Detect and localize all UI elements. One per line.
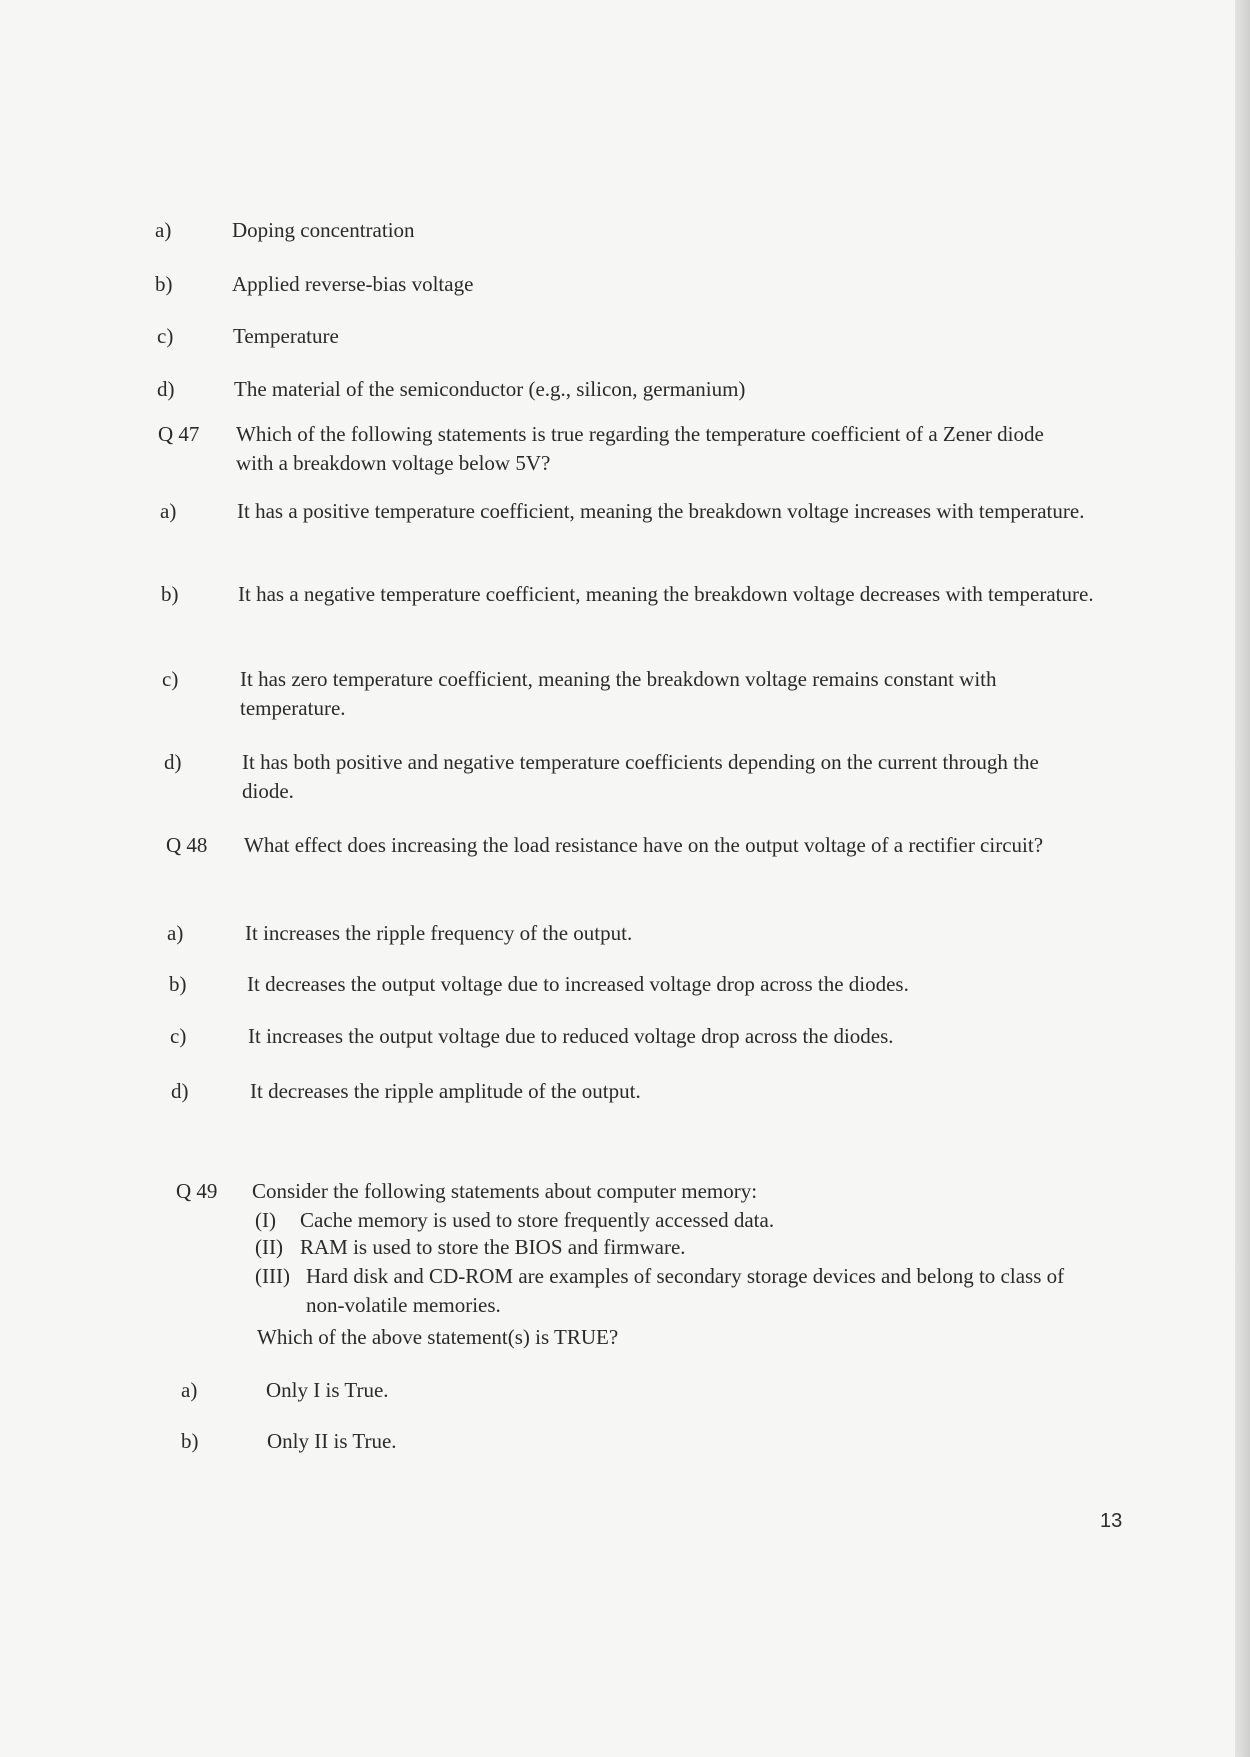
option-text: Doping concentration xyxy=(232,218,415,242)
option-label: d) xyxy=(164,750,182,774)
option-label: a) xyxy=(155,218,172,242)
option-text: Only II is True. xyxy=(267,1429,397,1453)
statement-text: Cache memory is used to store frequently accessed data. xyxy=(300,1208,775,1232)
option-text: It has a positive temperature coefficient, meaning the breakdown voltage increases with temperature. xyxy=(237,499,1085,523)
question-text: What effect does increasing the load resistance have on the output voltage of a rectifier circuit? xyxy=(244,833,1044,857)
statement-row xyxy=(255,1206,1075,1235)
option-label: b) xyxy=(181,1429,199,1453)
option-text: It decreases the ripple amplitude of the output. xyxy=(250,1079,641,1103)
question-text: Which of the following statements is true regarding the temperature coefficient of a Zener diode with a breakdown voltage below 5V? xyxy=(236,422,1044,475)
option-label: b) xyxy=(155,272,173,296)
question-number: Q 48 xyxy=(166,833,208,857)
question-intro: Consider the following statements about computer memory: xyxy=(252,1179,758,1203)
statement-number: (III) xyxy=(255,1264,290,1288)
statement-row xyxy=(255,1262,1095,1320)
statement-text: RAM is used to store the BIOS and firmware. xyxy=(300,1235,686,1259)
option-text: It has a negative temperature coefficient, meaning the breakdown voltage decreases with temperature. xyxy=(238,582,1094,606)
page-edge-shadow xyxy=(1235,0,1250,1757)
statement-number: (I) xyxy=(255,1208,276,1232)
option-label: a) xyxy=(160,499,177,523)
option-label: a) xyxy=(181,1378,198,1402)
option-text: It has zero temperature coefficient, meaning the breakdown voltage remains constant with temperature. xyxy=(240,667,997,720)
option-label: d) xyxy=(171,1079,189,1103)
option-text: Only I is True. xyxy=(266,1378,389,1402)
option-text: It has both positive and negative temperature coefficients depending on the current through the diode. xyxy=(242,750,1039,803)
statement-number: (II) xyxy=(255,1235,283,1259)
option-text: Applied reverse-bias voltage xyxy=(232,272,474,296)
option-text: Temperature xyxy=(233,324,339,348)
option-label: c) xyxy=(170,1024,187,1048)
question-number: Q 49 xyxy=(176,1179,218,1203)
option-label: b) xyxy=(169,972,187,996)
question-number: Q 47 xyxy=(158,422,200,446)
statement-row xyxy=(255,1233,1075,1262)
option-label: a) xyxy=(167,921,184,945)
option-text: It increases the ripple frequency of the output. xyxy=(245,921,633,945)
option-label: d) xyxy=(157,377,175,401)
question-text: Which of the above statement(s) is TRUE? xyxy=(257,1325,619,1349)
option-text: It decreases the output voltage due to increased voltage drop across the diodes. xyxy=(247,972,909,996)
option-label: b) xyxy=(161,582,179,606)
option-label: c) xyxy=(157,324,174,348)
option-text: It increases the output voltage due to reduced voltage drop across the diodes. xyxy=(248,1024,894,1048)
option-label: c) xyxy=(162,667,179,691)
option-text: The material of the semiconductor (e.g., silicon, germanium) xyxy=(234,377,746,401)
statement-text: Hard disk and CD-ROM are examples of secondary storage devices and belong to class of non-volatile memories. xyxy=(306,1264,1065,1317)
page-number: 13 xyxy=(1100,1510,1123,1532)
